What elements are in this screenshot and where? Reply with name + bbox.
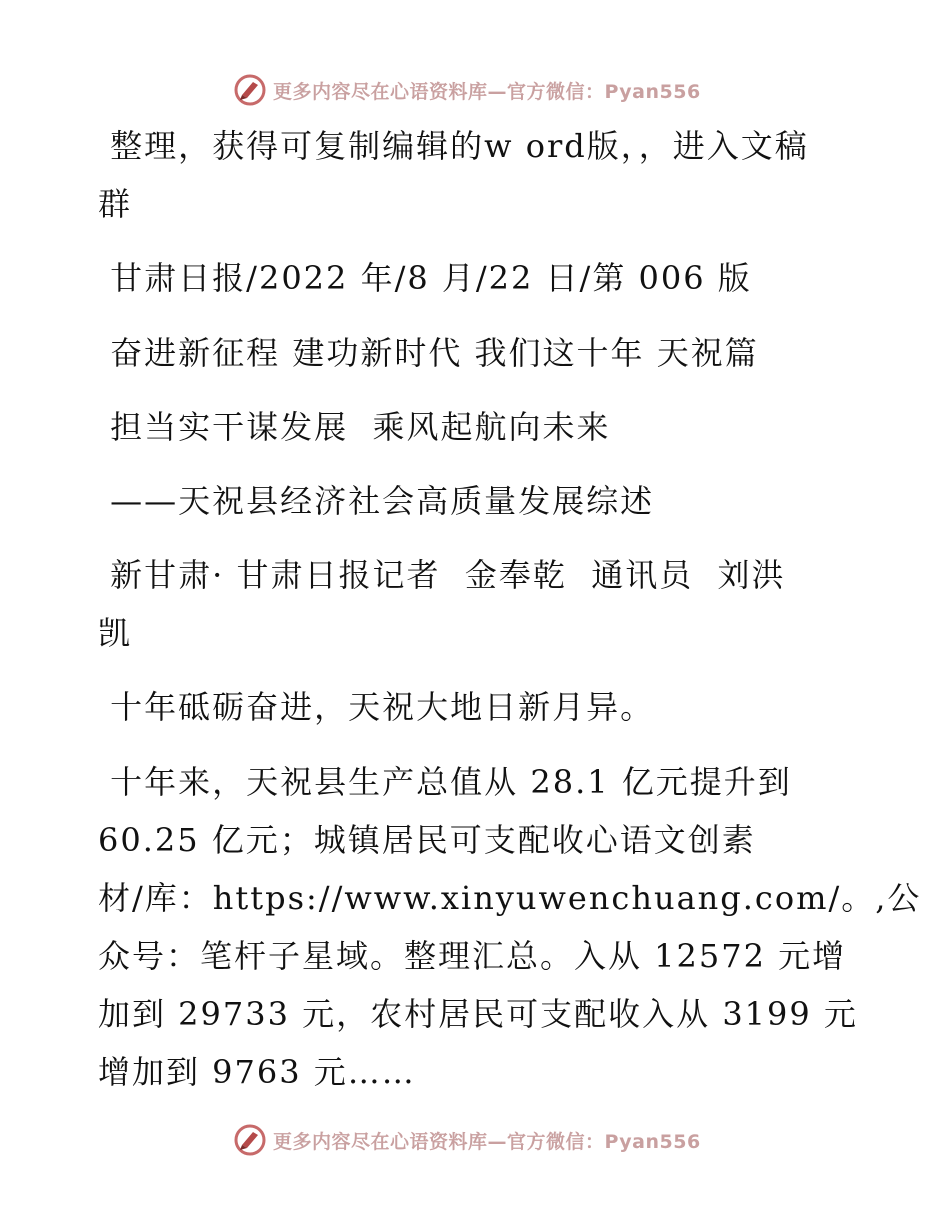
- text-line-3: 甘肃日报/2022 年/8 月/22 日/第 006 版: [98, 259, 752, 297]
- footer-watermark-text: 更多内容尽在心语资料库—官方微信：Pyan556: [273, 1130, 701, 1153]
- text-line-7: 新甘肃· 甘肃日报记者 金奉乾 通讯员 刘洪: [98, 556, 786, 594]
- logo-icon: [233, 1123, 267, 1157]
- text-line-12: 材/库：https://www.xinyuwenchuang.com/。,公: [98, 879, 922, 917]
- header-watermark-text: 更多内容尽在心语资料库—官方微信：Pyan556: [273, 80, 701, 103]
- text-line-5: 担当实干谋发展 乘风起航向未来: [98, 408, 611, 446]
- text-line-11: 60.25 亿元；城镇居民可支配收心语文创素: [98, 821, 756, 859]
- text-line-9: 十年砥砺奋进，天祝大地日新月异。: [98, 688, 655, 726]
- text-line-15: 增加到 9763 元……: [98, 1053, 416, 1091]
- text-line-2: 群: [98, 185, 133, 223]
- text-line-8: 凯: [98, 614, 133, 652]
- footer-watermark: [233, 1122, 701, 1158]
- text-line-6: ——天祝县经济社会高质量发展综述: [98, 482, 655, 520]
- text-line-10: 十年来，天祝县生产总值从 28.1 亿元提升到: [98, 763, 792, 801]
- text-line-4: 奋进新征程 建功新时代 我们这十年 天祝篇: [98, 334, 759, 372]
- text-line-13: 众号：笔杆子星域。整理汇总。入从 12572 元增: [98, 937, 847, 975]
- text-line-1: 整理，获得可复制编辑的w ord版，，进入文稿: [98, 127, 809, 165]
- header-watermark: [233, 72, 701, 108]
- logo-icon: [233, 73, 267, 107]
- text-line-14: 加到 29733 元，农村居民可支配收入从 3199 元: [98, 995, 858, 1033]
